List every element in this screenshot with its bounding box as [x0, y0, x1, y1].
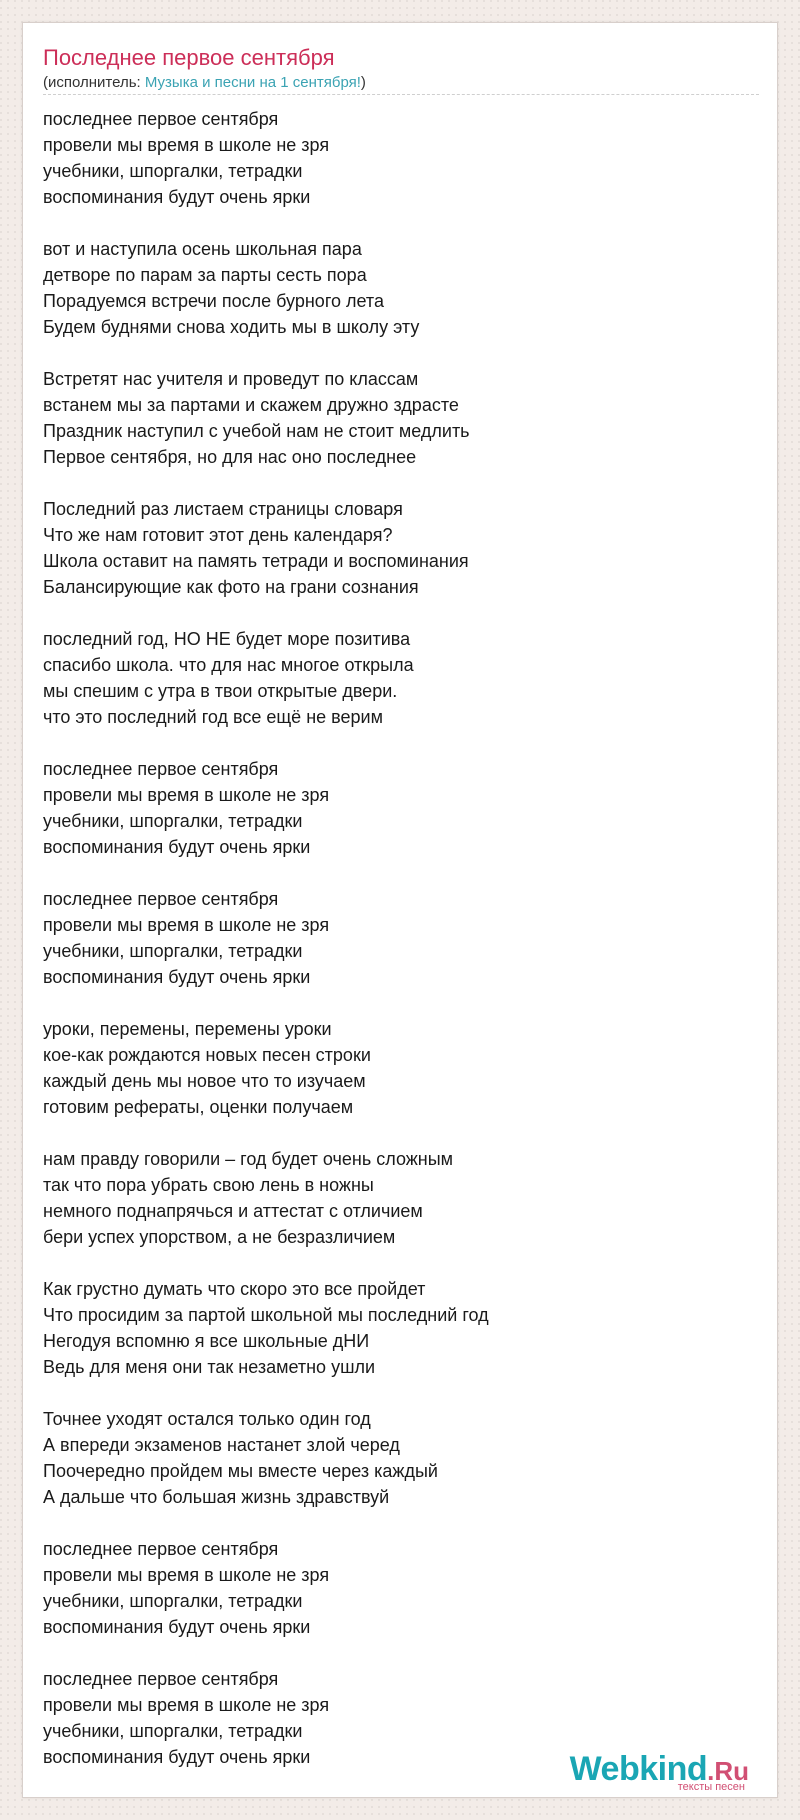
lyrics-line: провели мы время в школе не зря: [43, 785, 330, 805]
lyrics-line: провели мы время в школе не зря: [43, 135, 330, 155]
lyrics-line: встанем мы за партами и скажем дружно здрасте: [43, 395, 459, 415]
lyrics-stanza: [43, 1406, 743, 1510]
header-divider: [43, 94, 759, 95]
performer-line: [43, 74, 366, 92]
lyrics-line: воспоминания будут очень ярки: [43, 837, 311, 857]
lyrics-stanza: [43, 1276, 743, 1380]
lyrics-line: Последний раз листаем страницы словаря: [43, 499, 403, 519]
lyrics-line: учебники, шпоргалки, тетрадки: [43, 161, 303, 181]
lyrics-stanza: [43, 626, 743, 730]
lyrics-line: А впереди экзаменов настанет злой черед: [43, 1435, 400, 1455]
lyrics-line: Ведь для меня они так незаметно ушли: [43, 1357, 376, 1377]
lyrics-stanza: [43, 1536, 743, 1640]
lyrics-line: Что просидим за партой школьной мы последний год: [43, 1305, 489, 1325]
lyrics-line: Школа оставит на память тетради и воспоминания: [43, 551, 469, 571]
logo-main-text: Webkind: [569, 1750, 708, 1788]
lyrics-line: Праздник наступил с учебой нам не стоит медлить: [43, 421, 470, 441]
lyrics-line: учебники, шпоргалки, тетрадки: [43, 1721, 303, 1741]
lyrics-line: каждый день мы новое что то изучаем: [43, 1071, 366, 1091]
lyrics-text: [43, 106, 743, 1796]
lyrics-line: последнее первое сентября: [43, 109, 279, 129]
song-card: [22, 22, 778, 1798]
lyrics-line: учебники, шпоргалки, тетрадки: [43, 1591, 303, 1611]
logo-suffix: .Ru: [707, 1756, 749, 1786]
lyrics-line: учебники, шпоргалки, тетрадки: [43, 941, 303, 961]
performer-suffix: ): [360, 74, 366, 91]
lyrics-line: что это последний год все ещё не верим: [43, 707, 383, 727]
performer-link[interactable]: Музыка и песни на 1 сентября!: [144, 74, 361, 91]
lyrics-line: Точнее уходят остался только один год: [43, 1409, 371, 1429]
lyrics-line: провели мы время в школе не зря: [43, 915, 330, 935]
lyrics-line: мы спешим с утра в твои открытые двери.: [43, 681, 398, 701]
lyrics-line: провели мы время в школе не зря: [43, 1695, 330, 1715]
lyrics-line: уроки, перемены, перемены уроки: [43, 1019, 332, 1039]
performer-prefix: (исполнитель:: [43, 74, 145, 91]
lyrics-line: готовим рефераты, оценки получаем: [43, 1097, 354, 1117]
lyrics-line: кое-как рождаются новых песен строки: [43, 1045, 371, 1065]
logo-tagline: тексты песен: [677, 1781, 745, 1793]
lyrics-stanza: [43, 236, 743, 340]
lyrics-line: учебники, шпоргалки, тетрадки: [43, 811, 303, 831]
lyrics-stanza: [43, 106, 743, 210]
lyrics-line: последнее первое сентября: [43, 889, 279, 909]
lyrics-line: последнее первое сентября: [43, 1539, 279, 1559]
lyrics-line: воспоминания будут очень ярки: [43, 967, 311, 987]
lyrics-line: воспоминания будут очень ярки: [43, 1747, 311, 1767]
lyrics-line: Как грустно думать что скоро это все пройдет: [43, 1279, 426, 1299]
lyrics-line: Встретят нас учителя и проведут по классам: [43, 369, 419, 389]
lyrics-line: Негодуя вспомню я все школьные дНИ: [43, 1331, 370, 1351]
lyrics-line: Что же нам готовит этот день календаря?: [43, 525, 393, 545]
lyrics-line: Первое сентября, но для нас оно последнее: [43, 447, 417, 467]
lyrics-line: Поочередно пройдем мы вместе через каждый: [43, 1461, 438, 1481]
lyrics-line: так что пора убрать свою лень в ножны: [43, 1175, 374, 1195]
lyrics-line: спасибо школа. что для нас многое открыла: [43, 655, 414, 675]
lyrics-stanza: [43, 366, 743, 470]
lyrics-line: Порадуемся встречи после бурного лета: [43, 291, 384, 311]
lyrics-line: Балансирующие как фото на грани сознания: [43, 577, 419, 597]
lyrics-line: немного поднапрячься и аттестат с отличием: [43, 1201, 423, 1221]
lyrics-line: вот и наступила осень школьная пара: [43, 239, 362, 259]
song-title: Последнее первое сентября: [43, 45, 335, 70]
lyrics-line: провели мы время в школе не зря: [43, 1565, 330, 1585]
lyrics-stanza: [43, 886, 743, 990]
lyrics-line: бери успех упорством, а не безразличием: [43, 1227, 396, 1247]
lyrics-stanza: [43, 756, 743, 860]
lyrics-line: последнее первое сентября: [43, 1669, 279, 1689]
lyrics-line: воспоминания будут очень ярки: [43, 187, 311, 207]
lyrics-line: последний год, НО НЕ будет море позитива: [43, 629, 411, 649]
lyrics-line: последнее первое сентября: [43, 759, 279, 779]
lyrics-stanza: [43, 1016, 743, 1120]
lyrics-line: детворе по парам за парты сесть пора: [43, 265, 367, 285]
lyrics-line: нам правду говорили – год будет очень сложным: [43, 1149, 454, 1169]
lyrics-stanza: [43, 496, 743, 600]
lyrics-line: воспоминания будут очень ярки: [43, 1617, 311, 1637]
site-logo[interactable]: [569, 1750, 749, 1793]
lyrics-line: А дальше что большая жизнь здравствуй: [43, 1487, 390, 1507]
lyrics-line: Будем буднями снова ходить мы в школу эту: [43, 317, 420, 337]
lyrics-stanza: [43, 1146, 743, 1250]
